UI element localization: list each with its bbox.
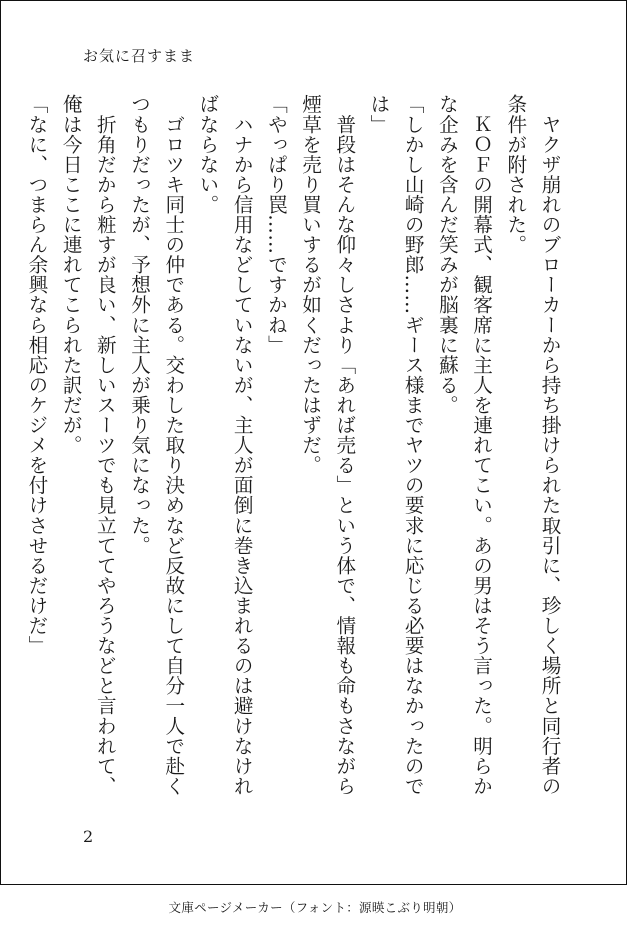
page-number: 2 xyxy=(83,827,94,846)
paragraph: 折角だから粧すが良い、新しいスーツでも見立ててやろうなどと言われて、俺は今日ここに連れてこられた訳だが。 xyxy=(59,94,117,796)
paragraph: 「なに、つまらん余興なら相応のケジメを付けさせるだけだ」 xyxy=(24,94,48,656)
paragraph: ゴロツキ同士の仲である。交わした取り決めなど反故にして自分一人で赴くつもりだったが、予想外に主人が乗り気になった。 xyxy=(127,94,185,796)
paragraph: 普段はそんな仰々しさより「あれば売る」という体で、情報も命もさながら煙草を売り買いするが如くだったはずだ。 xyxy=(298,94,356,796)
vertical-body-text xyxy=(24,94,566,814)
paragraph: ＫＯＦの開幕式、観客席に主人を連れてこい。あの男はそう言った。明らかな企みを含んだ笑みが脳裏に蘇る。 xyxy=(435,94,493,796)
footer-caption: 文庫ページメーカー（フォント：源暎こぶり明朝） xyxy=(168,900,462,915)
running-header-title: お気に召すまま xyxy=(83,47,196,65)
paragraph: ハナから信用などしていないが、主人が面倒に巻き込まれるのは避けなければならない。 xyxy=(195,94,254,796)
paragraph: 「やっぱり罠……ですかね」 xyxy=(264,94,288,355)
paragraph: ヤクザ崩れのブローカーから持ち掛けられた取引に、珍しく場所と同行者の条件が附された。 xyxy=(503,94,561,796)
paragraph: 「しかし山崎の野郎……ギース様までヤツの要求に応じる必要はなかったのでは」 xyxy=(366,94,425,796)
